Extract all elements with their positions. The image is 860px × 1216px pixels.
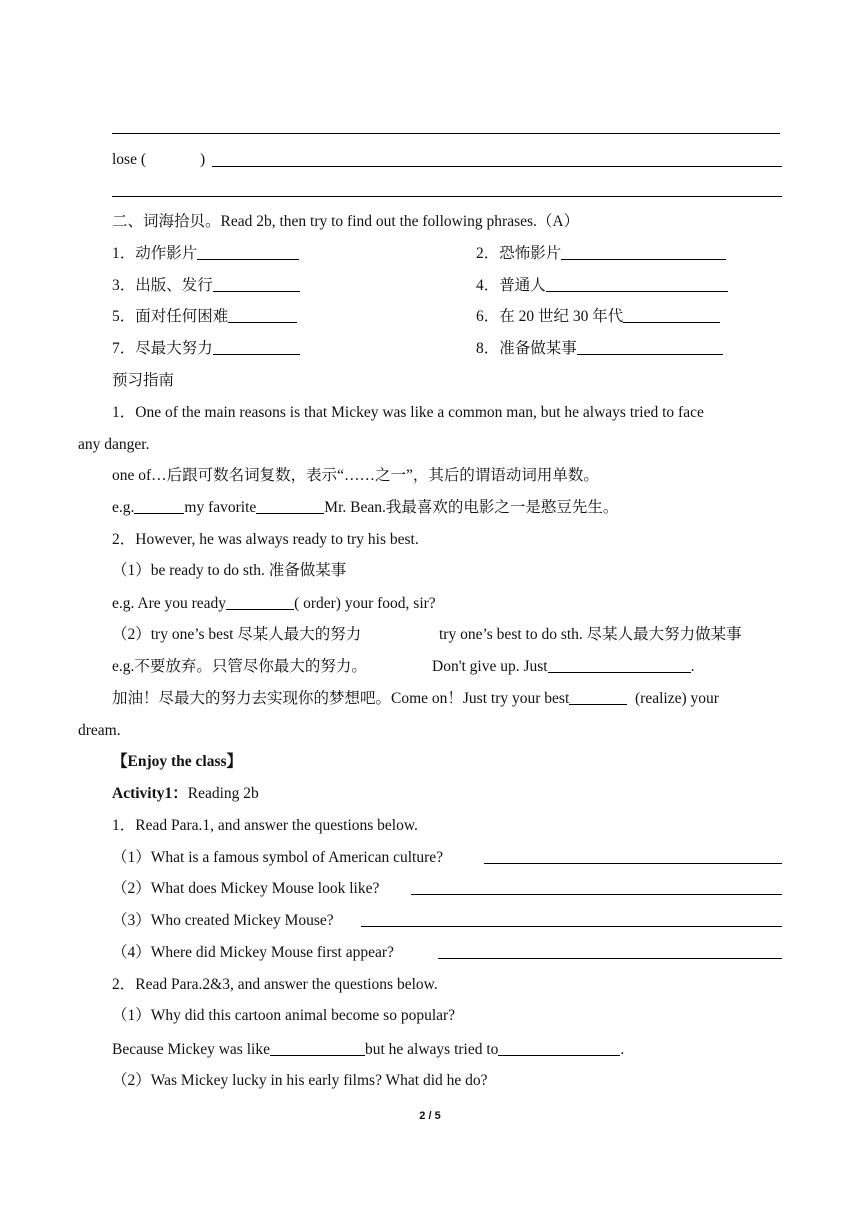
answer-blank[interactable] xyxy=(623,307,720,323)
question-item: （1）Why did this cartoon animal become so popular? xyxy=(112,1007,456,1024)
phrase-item: 5．面对任何困难 xyxy=(112,307,297,327)
question-item: （2）Was Mickey lucky in his early films? What did he do? xyxy=(112,1072,488,1089)
answer-blank[interactable] xyxy=(569,689,627,705)
answer-line xyxy=(112,196,782,197)
answer-blank[interactable] xyxy=(361,926,782,927)
answer-blank[interactable] xyxy=(438,958,782,959)
answer-blank[interactable] xyxy=(577,339,723,355)
answer-blank[interactable] xyxy=(548,657,691,673)
answer-blank[interactable] xyxy=(256,498,324,514)
section-heading: 二、词海拾贝。Read 2b, then try to find out the following phrases.（A） xyxy=(112,213,580,230)
answer-blank[interactable] xyxy=(561,244,726,260)
cheer-line: 加油！尽最大的努力去实现你的梦想吧。Come on！Just try your best (realize) your xyxy=(112,690,719,707)
example-3a: e.g.不要放弃。只管尽你最大的努力。 xyxy=(112,658,367,675)
answer-blank[interactable] xyxy=(411,894,782,895)
guide-point-1: 1．One of the main reasons is that Mickey was like a common man, but he always tried to face xyxy=(112,404,704,421)
answer-blank[interactable] xyxy=(498,1040,620,1056)
question-item: （3）Who created Mickey Mouse? xyxy=(112,912,334,929)
answer-blank[interactable] xyxy=(134,498,184,514)
answer-line: Because Mickey was like but he always tried to . xyxy=(112,1041,625,1058)
cheer-line-cont: dream. xyxy=(78,722,121,739)
page-number: 2 / 5 xyxy=(419,1110,441,1122)
question-item: （2）What does Mickey Mouse look like? xyxy=(112,880,380,897)
answer-blank[interactable] xyxy=(484,863,782,864)
example-2: e.g. Are you ready ( order) your food, sir? xyxy=(112,595,436,612)
phrase-item: 2．恐怖影片 xyxy=(476,244,726,264)
answer-blank[interactable] xyxy=(213,339,300,355)
phrase-item: 4．普通人 xyxy=(476,276,728,296)
guide-note: one of…后跟可数名词复数，表示“……之一”，其后的谓语动词用单数。 xyxy=(112,467,599,484)
phrase-item: 6．在 20 世纪 30 年代 xyxy=(476,307,720,327)
question-item: （4）Where did Mickey Mouse first appear? xyxy=(112,944,394,961)
answer-blank[interactable] xyxy=(546,276,728,292)
example-1: e.g. my favorite Mr. Bean.我最喜欢的电影之一是憨豆先生。 xyxy=(112,499,619,516)
guide-point-1-cont: any danger. xyxy=(78,436,150,453)
question-2: 2．Read Para.2&3, and answer the questions below. xyxy=(112,976,438,993)
answer-blank[interactable] xyxy=(213,276,300,292)
guide-point-2: 2．However, he was always ready to try his best. xyxy=(112,531,419,548)
phrase-item: 1．动作影片 xyxy=(112,244,299,264)
activity-label: Activity1：Reading 2b xyxy=(112,785,259,802)
question-item: （1）What is a famous symbol of American culture? xyxy=(112,849,444,866)
answer-blank[interactable] xyxy=(226,594,294,610)
example-3b: Don't give up. Just . xyxy=(432,658,695,675)
phrase-item: 8．准备做某事 xyxy=(476,339,723,359)
enjoy-heading: 【Enjoy the class】 xyxy=(112,753,243,770)
phrase-item: 7．尽最大努力 xyxy=(112,339,300,359)
phrase-item: 3．出版、发行 xyxy=(112,276,300,296)
answer-blank[interactable] xyxy=(228,307,297,323)
guide-title: 预习指南 xyxy=(112,372,175,389)
answer-blank[interactable] xyxy=(270,1040,365,1056)
guide-sub-2b: try one’s best to do sth. 尽某人最大努力做某事 xyxy=(439,626,742,643)
lose-answer-blank[interactable] xyxy=(212,166,782,167)
guide-sub-1: （1）be ready to do sth. 准备做某事 xyxy=(112,562,347,579)
question-1: 1．Read Para.1, and answer the questions below. xyxy=(112,817,418,834)
lose-word: lose ( xyxy=(112,151,147,168)
lose-line xyxy=(112,150,205,170)
lose-paren: ) xyxy=(200,151,206,168)
answer-line xyxy=(112,133,780,134)
answer-blank[interactable] xyxy=(197,244,299,260)
guide-sub-2a: （2）try one’s best 尽某人最大的努力 xyxy=(112,626,362,643)
